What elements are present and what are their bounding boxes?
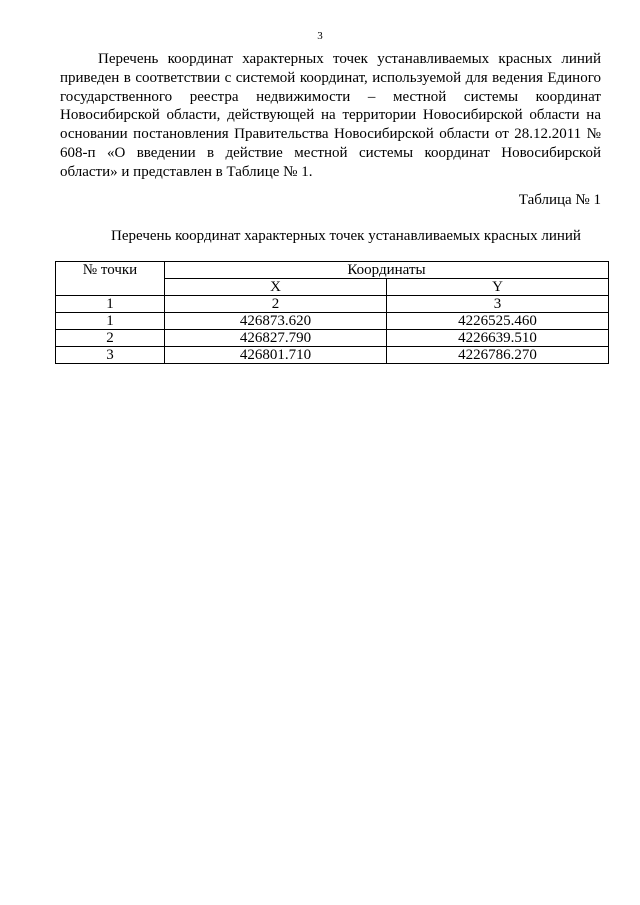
header-coordinates: Координаты	[165, 262, 609, 279]
table-cell: 2	[56, 330, 165, 347]
table-cell: 426873.620	[165, 313, 387, 330]
table-header-row	[56, 262, 609, 279]
table-label: Таблица № 1	[518, 192, 601, 208]
table-caption: Перечень координат характерных точек устанавливаемых красных линий	[111, 228, 581, 244]
table-cell: 426827.790	[165, 330, 387, 347]
table-row	[56, 347, 609, 364]
table-numbering-row	[56, 296, 609, 313]
table-cell: 3	[387, 296, 609, 313]
table-cell: 1	[56, 296, 165, 313]
coordinates-table	[55, 261, 609, 364]
table-cell: 3	[56, 347, 165, 364]
table-cell: 4226525.460	[387, 313, 609, 330]
header-y: Y	[387, 279, 609, 296]
header-point-number: № точки	[56, 262, 165, 296]
table-cell: 4226786.270	[387, 347, 609, 364]
intro-paragraph: Перечень координат характерных точек устанавливаемых красных линий приведен в соответствии с системой координат, используемой для ведения Единого государственного реестра недвижимости – местной системы координат Новосибирской области, действующей на территории Новосибирской области на основании постановления Правительства Новосибирской области от 28.12.2011 № 608-п «О введении в действие местной системы координат Новосибирской области» и представлен в Таблице № 1.	[60, 51, 601, 180]
table-cell: 4226639.510	[387, 330, 609, 347]
header-x: X	[165, 279, 387, 296]
table-row	[56, 330, 609, 347]
page-number: 3	[317, 30, 323, 42]
table-row	[56, 313, 609, 330]
table-cell: 426801.710	[165, 347, 387, 364]
table-cell: 2	[165, 296, 387, 313]
table-cell: 1	[56, 313, 165, 330]
